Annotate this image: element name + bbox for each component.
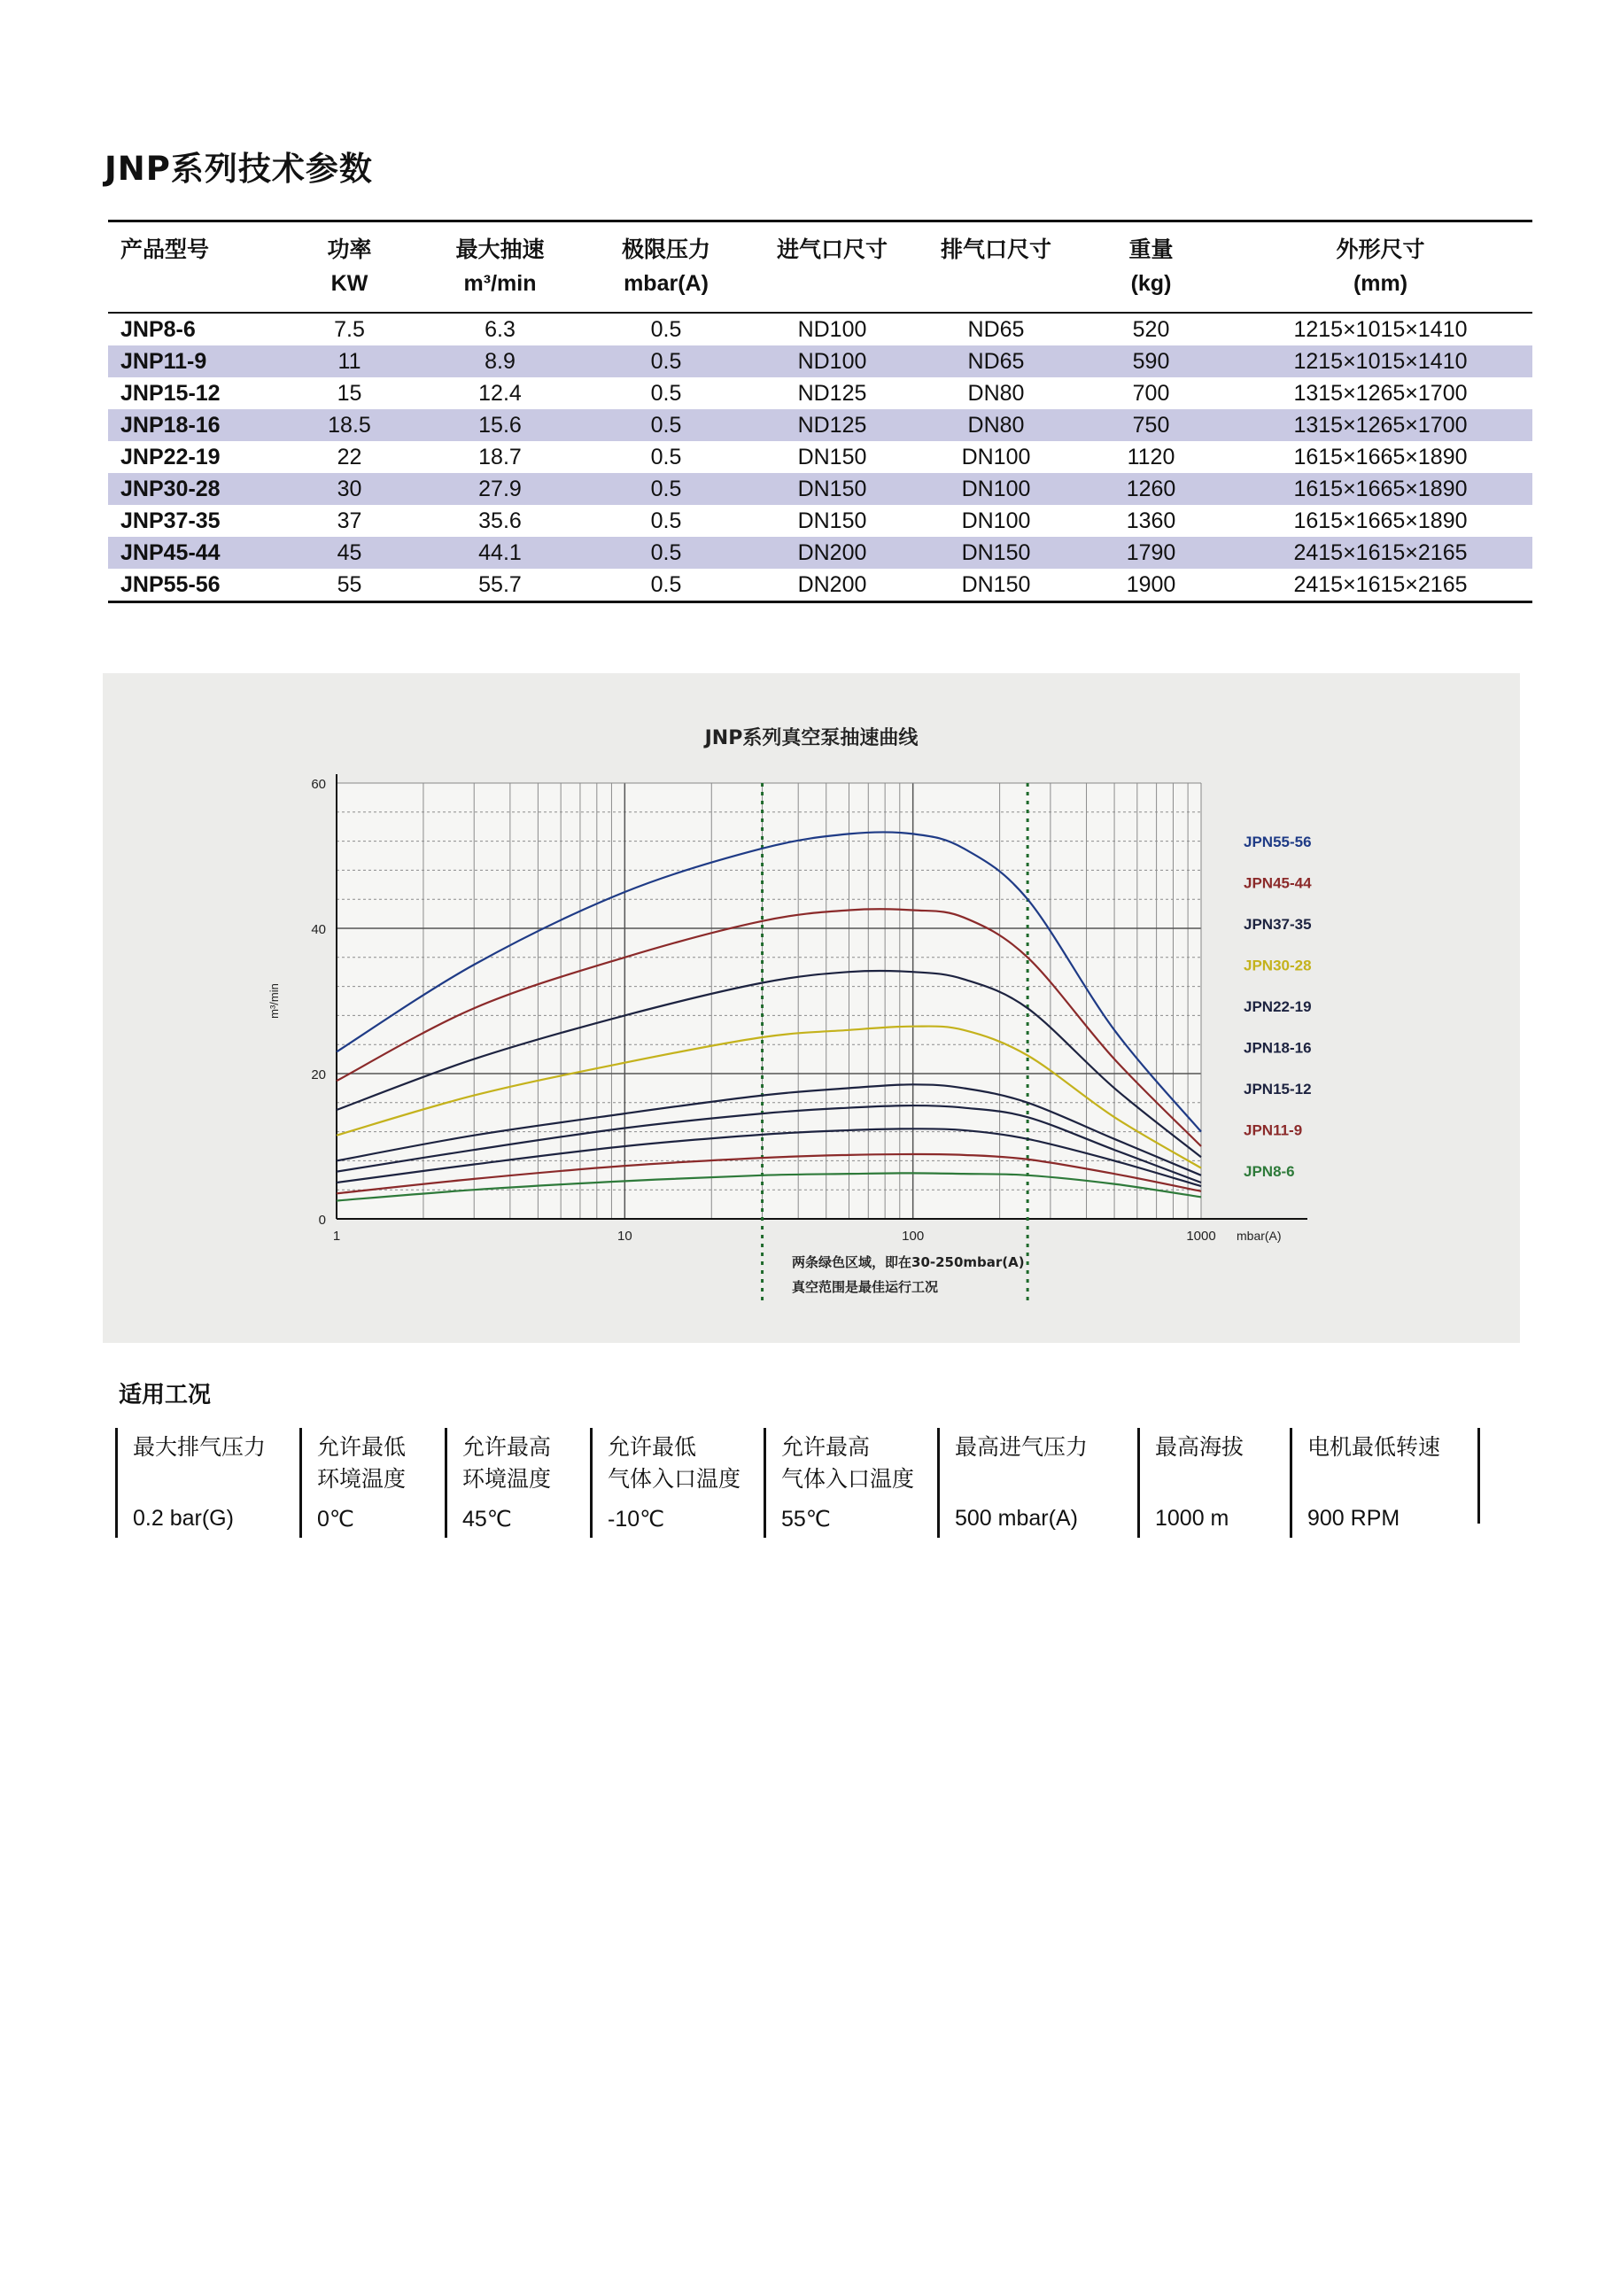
cell-model: JNP11-9 [108,345,285,377]
condition-item [764,1428,941,1538]
condition-divider [1290,1428,1292,1538]
cell-dimensions: 1615×1665×1890 [1293,444,1468,469]
cell-max-speed: 18.7 [478,444,522,469]
cell-model: JNP8-6 [120,316,196,342]
condition-divider [445,1428,447,1538]
cell-model: JNP45-44 [108,537,285,569]
cell-outlet-size: DN100 [919,473,1074,505]
cell-inlet-size: ND100 [746,345,919,377]
condition-label: 最大排气压力 [133,1434,267,1460]
cell-ultimate-pressure: 0.5 [650,508,682,533]
legend-label: JPN22-19 [1244,998,1312,1015]
header-ultimate-pressure: 极限压力 mbar(A) [586,221,746,314]
cell-max-speed: 55.7 [478,571,522,597]
cell-inlet-size: ND125 [746,409,919,441]
cell-dimensions: 1315×1265×1700 [1293,380,1468,406]
condition-value: 0℃ [317,1507,354,1532]
cell-weight: 1260 [1074,473,1229,505]
cell-outlet-size: DN150 [961,571,1031,597]
chart-title: JNP系列真空泵抽速曲线 [704,727,919,749]
cell-dimensions: 1215×1015×1410 [1293,316,1468,342]
condition-label: 允许最低 气体入口温度 [608,1434,741,1492]
cell-ultimate-pressure: 0.5 [586,345,746,377]
condition-item [590,1428,767,1538]
cell-ultimate-pressure: 0.5 [650,380,682,406]
cell-inlet-size: DN150 [746,473,919,505]
table-row [108,569,1532,602]
condition-divider [1137,1428,1140,1538]
cell-dimensions: 1215×1015×1410 [1229,345,1532,377]
conditions-title: 适用工况 [119,1382,212,1408]
condition-item [1137,1428,1314,1538]
conditions-end-divider [1477,1428,1480,1524]
cell-outlet-size: ND65 [967,316,1025,342]
chart-annotation: 两条绿色区域，即在30-250mbar(A) [792,1254,1025,1270]
y-tick-label: 60 [311,777,326,792]
cell-inlet-size: DN150 [797,444,867,469]
cell-dimensions: 1615×1665×1890 [1229,473,1532,505]
cell-ultimate-pressure: 0.5 [650,571,682,597]
header-inlet-size: 进气口尺寸 [746,221,919,314]
speed-curve-chart [103,673,1520,1343]
condition-value: 0.2 bar(G) [133,1506,234,1531]
spec-table-body [108,313,1532,602]
condition-value: 500 mbar(A) [955,1506,1078,1531]
cell-max-speed: 44.1 [414,537,586,569]
condition-item [115,1428,292,1538]
legend-label: JPN11-9 [1244,1121,1303,1139]
spec-table [108,220,1532,603]
cell-weight: 1360 [1126,508,1176,533]
cell-max-speed: 12.4 [478,380,522,406]
cell-weight: 1120 [1127,444,1175,469]
legend-label: JPN45-44 [1244,874,1312,892]
plot-area [337,783,1201,1219]
header-model: 产品型号 [108,221,285,314]
condition-value: 55℃ [781,1507,831,1532]
chart-canvas [103,673,1520,1343]
cell-max-speed: 15.6 [414,409,586,441]
cell-inlet-size: DN200 [797,571,867,597]
cell-weight: 750 [1074,409,1229,441]
cell-weight: 1790 [1074,537,1229,569]
cell-weight: 1900 [1126,571,1176,597]
cell-power: 37 [337,508,362,533]
condition-divider [115,1428,118,1538]
cell-inlet-size: DN150 [797,508,867,533]
x-tick-label: 10 [616,1229,632,1244]
cell-dimensions: 2415×1615×2165 [1229,537,1532,569]
cell-outlet-size: DN150 [919,537,1074,569]
cell-max-speed: 35.6 [478,508,522,533]
cell-model: JNP15-12 [120,380,221,406]
cell-ultimate-pressure: 0.5 [650,316,682,342]
cell-max-speed: 27.9 [414,473,586,505]
cell-ultimate-pressure: 0.5 [586,537,746,569]
cell-inlet-size: ND100 [797,316,867,342]
cell-power: 22 [337,444,362,469]
x-axis-label: mbar(A) [1237,1229,1282,1243]
cell-weight: 700 [1132,380,1170,406]
condition-item [1290,1428,1467,1538]
cell-power: 18.5 [285,409,414,441]
cell-power: 30 [285,473,414,505]
cell-ultimate-pressure: 0.5 [586,473,746,505]
cell-outlet-size: ND65 [919,345,1074,377]
legend-label: JPN8-6 [1244,1163,1295,1180]
y-tick-label: 20 [311,1067,326,1082]
header-max-speed: 最大抽速 m³/min [414,221,586,314]
cell-weight: 590 [1074,345,1229,377]
condition-value: 900 RPM [1307,1506,1400,1531]
cell-model: JNP37-35 [120,508,221,533]
condition-divider [299,1428,302,1538]
cell-model: JNP22-19 [120,444,221,469]
cell-max-speed: 6.3 [485,316,516,342]
header-weight: 重量 (kg) [1074,221,1229,314]
table-row [108,377,1532,409]
cell-power: 11 [285,345,414,377]
table-header-row [108,221,1532,314]
condition-value: 1000 m [1155,1506,1229,1531]
condition-label: 允许最高 环境温度 [462,1434,552,1492]
condition-item [937,1428,1114,1538]
cell-dimensions: 1315×1265×1700 [1229,409,1532,441]
y-axis-label: m³/min [268,983,281,1019]
condition-divider [590,1428,593,1538]
cell-weight: 520 [1132,316,1170,342]
table-row [108,441,1532,473]
condition-label: 最高海拔 [1155,1434,1244,1460]
cell-ultimate-pressure: 0.5 [586,409,746,441]
condition-value: 45℃ [462,1507,512,1532]
cell-max-speed: 8.9 [414,345,586,377]
cell-ultimate-pressure: 0.5 [650,444,682,469]
cell-power: 55 [337,571,362,597]
table-row [108,313,1532,345]
chart-annotation: 真空范围是最佳运行工况 [792,1279,939,1295]
table-row [108,537,1532,569]
cell-outlet-size: DN100 [961,444,1031,469]
cell-dimensions: 1615×1665×1890 [1293,508,1468,533]
cell-inlet-size: DN200 [746,537,919,569]
cell-dimensions: 2415×1615×2165 [1293,571,1468,597]
condition-value: -10℃ [608,1507,665,1532]
cell-outlet-size: DN100 [961,508,1031,533]
legend-label: JPN55-56 [1244,834,1312,850]
header-power: 功率 KW [285,221,414,314]
condition-divider [937,1428,940,1538]
header-outlet-size: 排气口尺寸 [919,221,1074,314]
header-dimensions: 外形尺寸 (mm) [1229,221,1532,314]
condition-label: 最高进气压力 [955,1434,1089,1460]
cell-model: JNP18-16 [108,409,285,441]
cell-model: JNP55-56 [120,571,221,597]
legend-label: JPN15-12 [1244,1081,1312,1098]
legend-label: JPN18-16 [1244,1039,1312,1057]
table-row [108,345,1532,377]
cell-model: JNP30-28 [108,473,285,505]
cell-outlet-size: DN80 [919,409,1074,441]
x-tick-label: 100 [902,1229,925,1244]
condition-label: 允许最低 环境温度 [317,1434,407,1492]
x-tick-label: 1000 [1186,1229,1216,1244]
cell-power: 15 [337,380,362,406]
y-tick-label: 40 [311,922,326,937]
condition-label: 允许最高 气体入口温度 [781,1434,915,1492]
legend-label: JPN37-35 [1244,916,1312,933]
cell-outlet-size: DN80 [967,380,1025,406]
condition-divider [764,1428,766,1538]
table-row [108,473,1532,505]
table-row [108,409,1532,441]
cell-power: 45 [285,537,414,569]
page-title: JNP系列技术参数 [105,150,373,188]
y-tick-label: 0 [318,1213,326,1228]
table-row [108,505,1532,537]
x-tick-label: 1 [332,1229,341,1244]
cell-power: 7.5 [334,316,365,342]
cell-inlet-size: ND125 [797,380,867,406]
condition-label: 电机最低转速 [1307,1434,1441,1460]
legend-label: JPN30-28 [1244,957,1312,974]
